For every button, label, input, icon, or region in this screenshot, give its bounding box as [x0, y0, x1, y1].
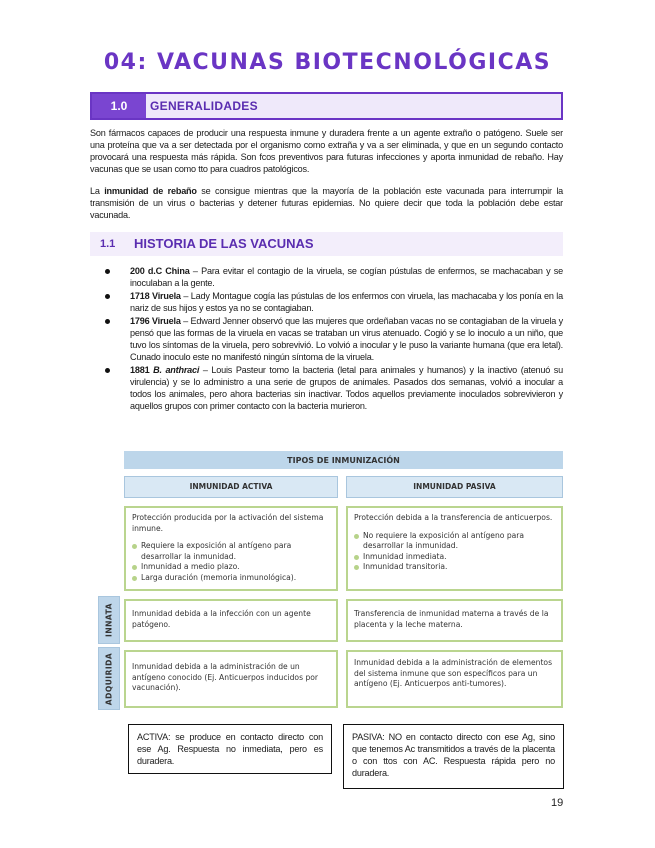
history-text: – Para evitar el contagio de la viruela, se cogían pústulas de enfermos, se machacaban y se inoculaban a la gente. — [130, 266, 563, 288]
history-item — [100, 290, 563, 314]
subsection-header — [90, 232, 563, 256]
history-label: 1881 — [130, 365, 154, 375]
active-bullet: Requiere la exposición al antígeno para desarrollar la inmunidad. — [132, 541, 330, 562]
passive-acquired-cell: Inmunidad debida a la administración de elementos del sistema inmune que son específicos para un antígeno (Ej. Anticuerpos anti-tumores). — [346, 650, 563, 708]
herd-term: inmunidad de rebaño — [104, 186, 197, 196]
herd-immunity-paragraph — [90, 186, 563, 222]
passive-innate-cell: Transferencia de inmunidad materna a través de la placenta y la leche materna. — [346, 599, 563, 642]
history-text: – Louis Pasteur tomo la bacteria (letal para animales y humanos) y la inactivo (atenuó su virulencia) y se lo administro a una serie de grupos de animales. Pasados dos semanas, volvió a inocular a todos los animales, pero ahora bacterias sin inactivar. Todos aquellos previamente inoculados sobrevivieron y aquellos grupos con primer contacto con la bacteria murieron. — [130, 365, 563, 411]
passive-bullet: No requiere la exposición al antígeno para desarrollar la inmunidad. — [354, 531, 555, 552]
history-text: – Lady Montague cogía las pústulas de los enfermos con viruela, las machacaba y los ponía en la nariz de sus hijos y estos ya no se contagiaban. — [130, 291, 563, 313]
active-description-cell — [124, 506, 338, 591]
note-active: ACTIVA: se produce en contacto directo con ese Ag. Respuesta no inmediata, pero es duradera. — [128, 724, 332, 774]
row-header-acquired: ADQUIRIDA — [98, 647, 120, 710]
column-header-passive: INMUNIDAD PASIVA — [346, 476, 563, 498]
page-title: 04: VACUNAS BIOTECNOLÓGICAS — [103, 50, 552, 75]
history-label-italic: B. anthraci — [153, 365, 200, 375]
history-label: 200 d.C China — [130, 266, 190, 276]
bullet-icon — [105, 269, 110, 274]
page-number: 19 — [551, 797, 564, 809]
active-acquired-cell: Inmunidad debida a la administración de un antígeno conocido (Ej. Anticuerpos inducidos por vacunación). — [124, 650, 338, 708]
history-label: 1796 Viruela — [130, 316, 181, 326]
bullet-icon — [354, 565, 359, 570]
table-title: TIPOS DE INMUNIZACIÓN — [124, 451, 563, 471]
history-item — [100, 315, 563, 363]
active-bullet: Larga duración (memoria inmunológica). — [132, 573, 330, 584]
active-bullet: Inmunidad a medio plazo. — [132, 562, 330, 573]
herd-lead: La — [90, 186, 105, 196]
bullet-icon — [132, 565, 137, 570]
history-text: – Edward Jenner observó que las mujeres que ordeñaban vacas no se contagiaban de la viruela y pensó que las formas de la viruela en vacas se trataban un virus atenuado. Cogió y se lo inoculo a un niño, que tuvo los síntomas de la viruela, pero sobrevivió. Lo volvió a inocular y le puso la variante humana (que era letal). Cunado inoculo este no manifestó ningún síntoma de la viruela. — [130, 316, 563, 362]
bullet-icon — [132, 544, 137, 549]
bullet-icon — [354, 534, 359, 539]
bullet-icon — [132, 576, 137, 581]
passive-description-cell — [346, 506, 563, 591]
bullet-icon — [105, 319, 110, 324]
column-header-active: INMUNIDAD ACTIVA — [124, 476, 338, 498]
active-description: Protección producida por la activación del sistema inmune. — [132, 513, 324, 533]
bullet-icon — [105, 294, 110, 299]
passive-description: Protección debida a la transferencia de anticuerpos. — [354, 513, 553, 522]
section-title: GENERALIDADES — [150, 99, 258, 113]
herd-rest: se consigue mientras que la mayoría de la población este vacunada para interrumpir la transmisión de un virus o bacterias y detener futuras epidemias. No quiere decir que toda la población debe estar vacunada. — [90, 186, 564, 220]
section-header — [90, 92, 563, 120]
history-item — [100, 364, 563, 412]
bullet-icon — [105, 368, 110, 373]
subsection-title: HISTORIA DE LAS VACUNAS — [134, 236, 314, 251]
history-label: 1718 Viruela — [130, 291, 181, 301]
bullet-icon — [354, 555, 359, 560]
passive-bullet: Inmunidad inmediata. — [354, 552, 555, 563]
subsection-number: 1.1 — [100, 238, 116, 250]
active-innate-cell: Inmunidad debida a la infección con un agente patógeno. — [124, 599, 338, 642]
section-number: 1.0 — [92, 94, 146, 118]
history-item — [100, 265, 563, 289]
intro-paragraph: Son fármacos capaces de producir una respuesta inmune y duradera frente a un agente extraño o patógeno. Suele ser una proteína que va a ser detectada por el organismo como extraña y va a ser eliminada, y que en un segundo contacto provocará una respuesta más rápida. Son fcos preventivos para futuras infecciones y aporta inmunidad de rebaño. Hay vacunas que se usan como tto para cuadros patológicos. — [90, 128, 563, 174]
note-passive: PASIVA: NO en contacto directo con ese Ag, sino que tenemos Ac transmitidos a través de la placenta o con ttos con AC. Respuesta rápida pero no duradera. — [343, 724, 564, 789]
row-header-innate: INNATA — [98, 596, 120, 644]
passive-bullet: Inmunidad transitoria. — [354, 562, 555, 573]
history-list — [100, 265, 563, 413]
